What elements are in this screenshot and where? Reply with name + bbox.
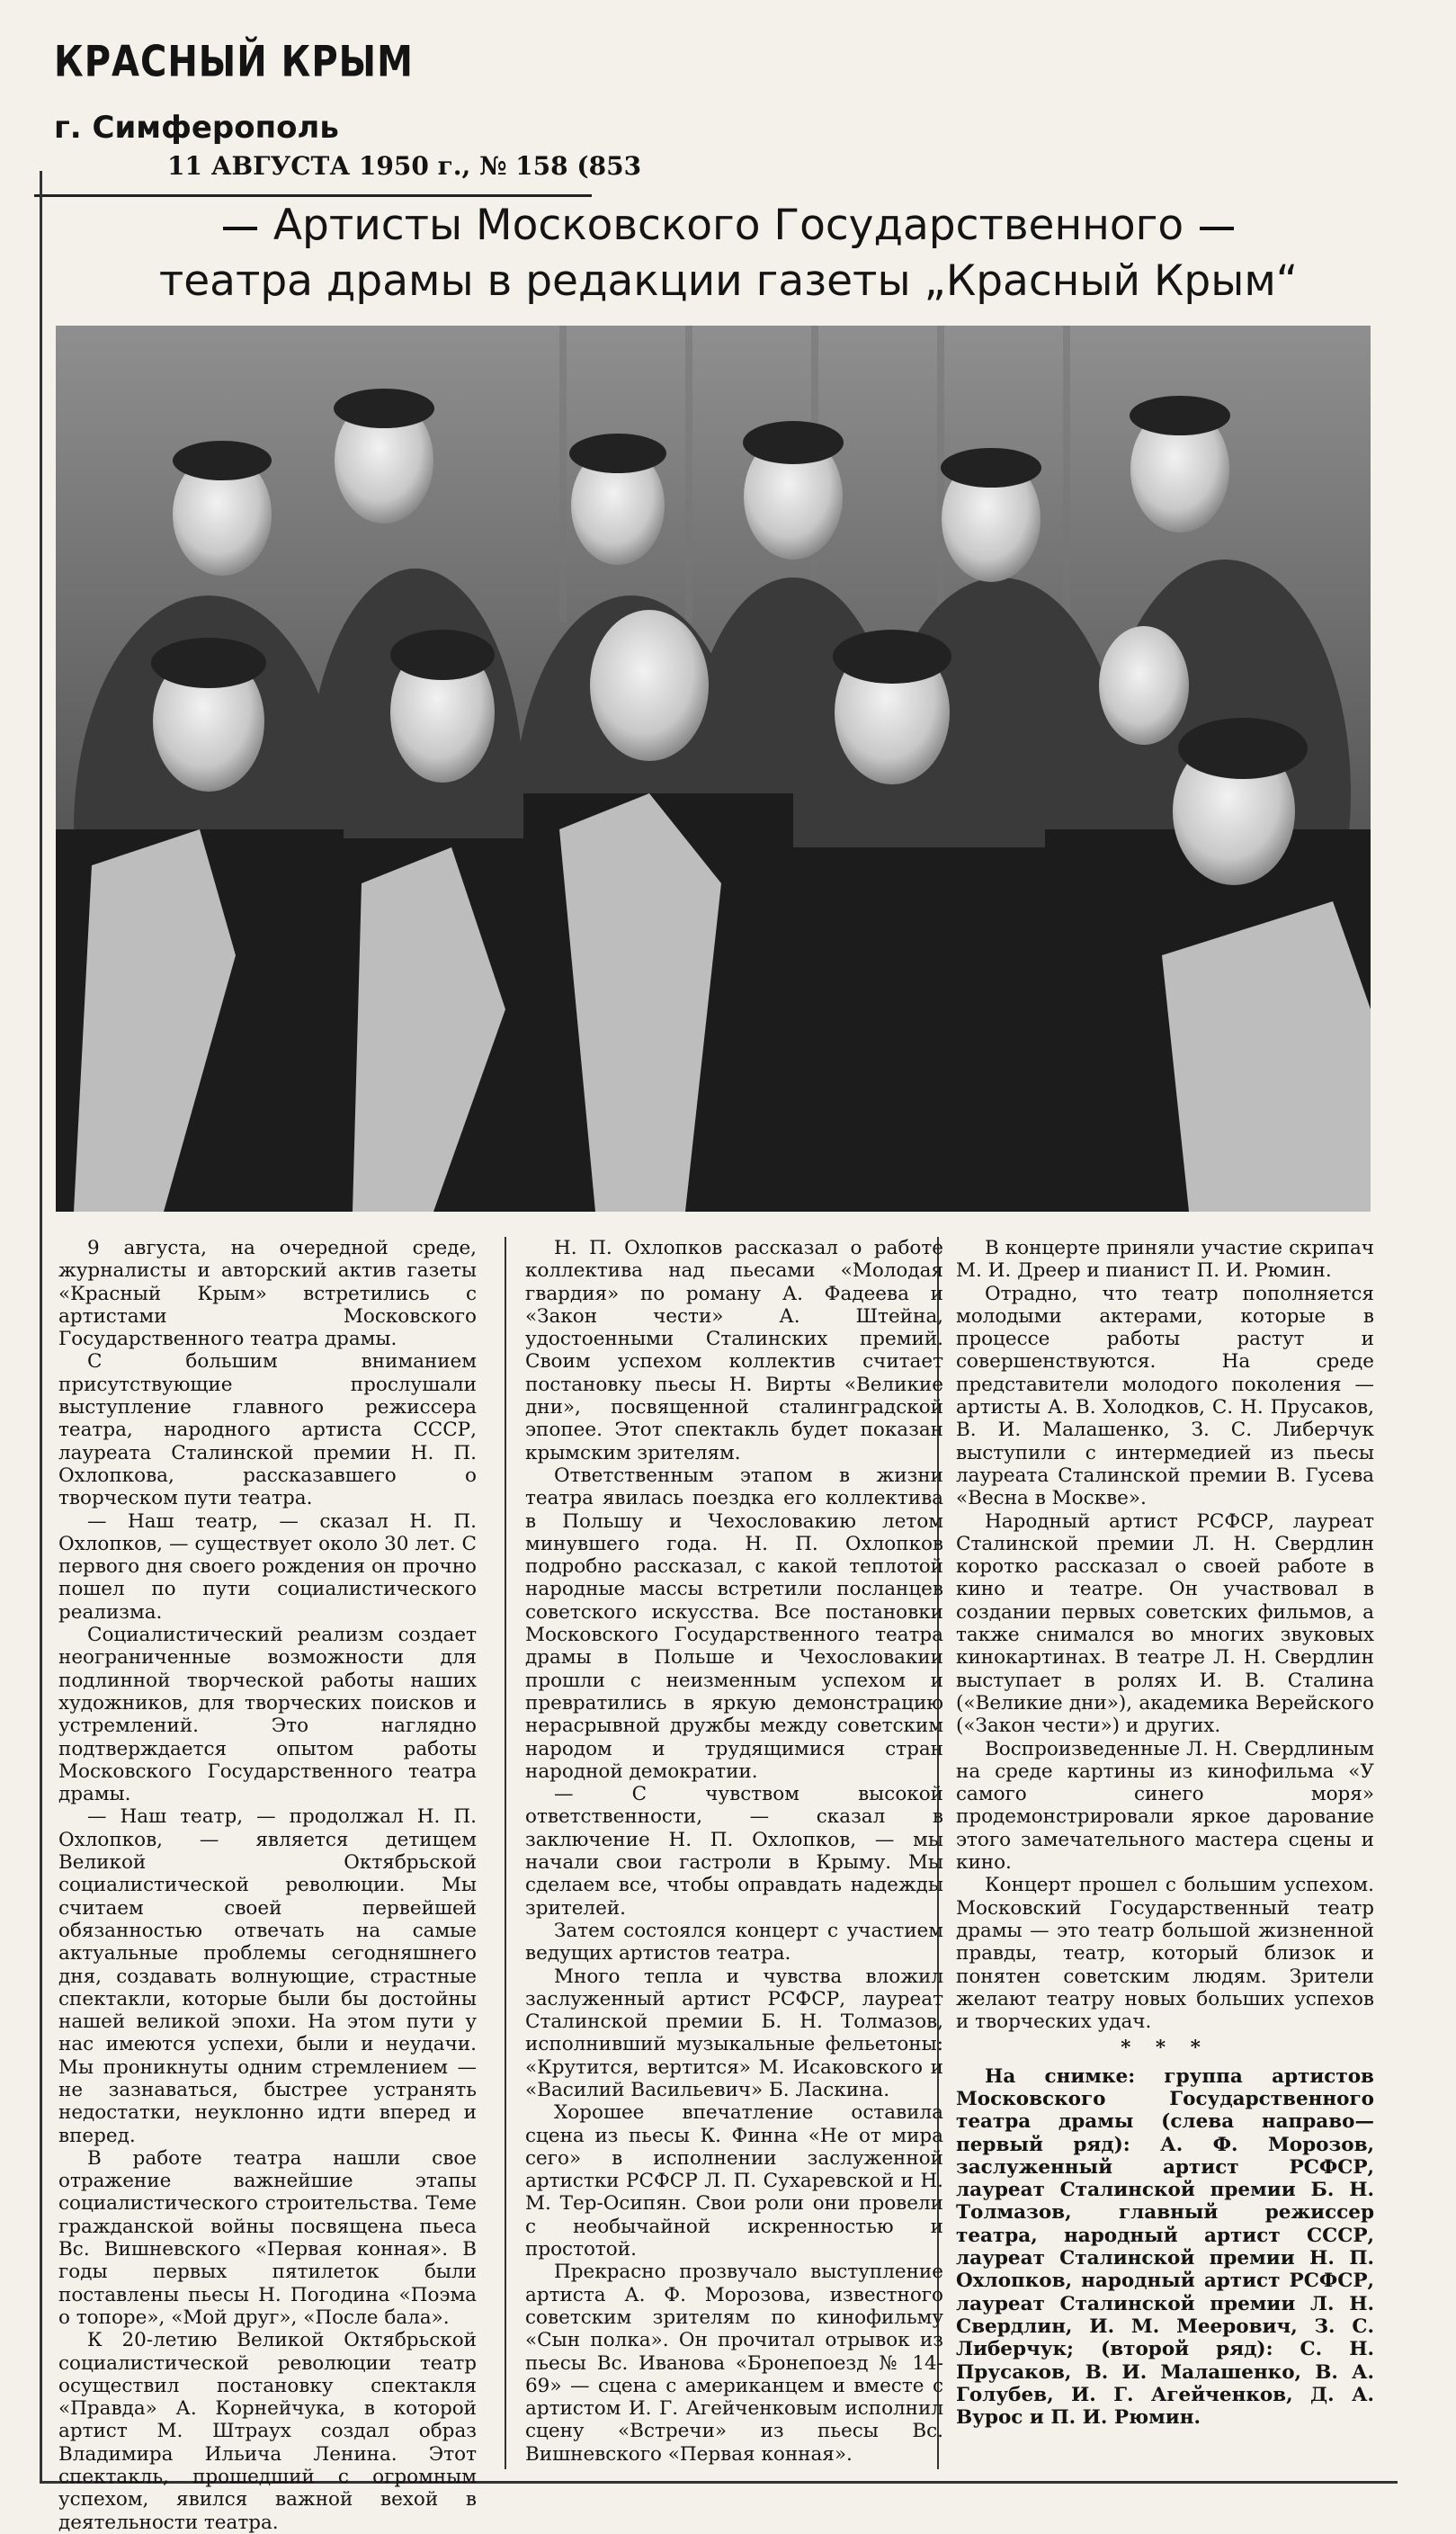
paragraph: Много тепла и чувства вложил заслуженный артист РСФСР, лауреат Сталинской премии Б. Н. Толмазов, исполнивший музыкальные фельетоны: «Крутится, вертится» М. Исаковского и «Василий Васильевич» Б. Ласкина. [525, 1965, 943, 2101]
photo-caption: На снимке: группа артистов Московского Государственного театра драмы (слева направо—первый ряд): А. Ф. Морозов, заслуженный артист РСФСР, лауреат Сталинской премии Б. Н. Толмазов, главный режиссер театра, народный артист СССР, лауреат Сталинской премии Н. П. Охлопков, народный артист РСФСР, лауреат Сталинской премии Л. Н. Свердлин, И. М. Меерович, З. С. Либерчук; (второй ряд): С. Н. Прусаков, В. И. Малашенко, В. А. Голубев, И. Г. Агейченков, Д. А. Вурос и П. И. Рюмин. [956, 2064, 1374, 2430]
article-headline [54, 198, 1403, 309]
paragraph: Отрадно, что театр пополняется молодыми актерами, которые в процессе работы растут и совершенствуются. На среде представители молодого поколения — артисты А. В. Холодков, С. Н. Прусаков, В. И. Малашенко, З. С. Либерчук выступили с интермедией из пьесы лауреата Сталинской премии В. Гусева «Весна в Москве». [956, 1282, 1374, 1510]
paragraph: В работе театра нашли свое отражение важнейшие этапы социалистического строительства. Теме гражданской войны посвящена пьеса Вс. Вишневского «Первая конная». В годы первых пятилеток были поставлены пьесы Н. Погодина «Поэма о топоре», «Мой друг», «После бала». [58, 2146, 477, 2329]
paragraph: Ответственным этапом в жизни театра явилась поездка его коллектива в Польшу и Чехословакию летом минувшего года. Н. П. Охлопков подробно рассказал, с какой теплотой народные массы встретили посланцев советского искусства. Все постановки Московского Государственного театра драмы в Польше и Чехословакии прошли с неизменным успехом и превратились в яркую демонстрацию нерасрывной дружбы между советским народом и трудящимися стран народной демократии. [525, 1464, 943, 1783]
section-separator: * * * [1121, 2037, 1210, 2060]
paragraph: Н. П. Охлопков рассказал о работе коллектива над пьесами «Молодая гвардия» по роману А. Фадеева и «Закон чести» А. Штейна, удостоенными Сталинских премий. Своим успехом коллектив считает постановку пьесы Н. Вирты «Великие дни», посвященной сталинградской эпопее. Этот спектакль будет показан крымским зрителям. [525, 1237, 943, 1464]
paragraph: К 20-летию Великой Октябрьской социалистической революции театр осуществил постановку спектакля «Правда» А. Корнейчука, в которой артист М. Штраух создал образ Владимира Ильича Ленина. Этот спектакль, прошедший с огромным успехом, явился важной вехой в деятельности театра. [58, 2329, 477, 2534]
article-column-3 [956, 1237, 1374, 2429]
headline-line-2: театра драмы в редакции газеты „Красный Крым“ [158, 256, 1299, 306]
paragraph: Народный артист РСФСР, лауреат Сталинской премии Л. Н. Свердлин коротко рассказал о своей работе в кино и театре. Он участвовал в создании первых советских фильмов, а также снимался во многих звуковых кинокартинах. В театре Л. Н. Свердлин выступает в ролях И. В. Сталина («Великие дни»), академика Верейского («Закон чести») и других. [956, 1509, 1374, 1738]
paragraph: — Наш театр, — сказал Н. П. Охлопков, — существует около 30 лет. С первого дня своего рождения он прочно пошел по пути социалистического реализма. [58, 1509, 477, 1624]
paragraph: 9 августа, на очередной среде, журналисты и авторский актив газеты «Красный Крым» встретились с артистами Московского Государственного театра драмы. [58, 1237, 477, 1351]
paragraph: Социалистический реализм создает неограниченные возможности для подлинной творческой работы наших художников, для творческих поисков и устремлений. Это наглядно подтверждается опытом работы Московского Государственного театра драмы. [58, 1624, 477, 1806]
group-photo-illustration [56, 326, 1371, 1212]
headline-line-1: Артисты Московского Государственного [272, 201, 1184, 250]
paragraph: Воспроизведенные Л. Н. Свердлиным на среде картины из кинофильма «У самого синего моря» продемонстрировали яркое дарование этого замечательного мастера сцены и кино. [956, 1737, 1374, 1875]
issue-date: 11 АВГУСТА 1950 г., № 158 (853 [167, 151, 642, 181]
masthead [34, 27, 642, 181]
paragraph: Концерт прошел с большим успехом. Московский Государственный театр драмы — это театр большой жизненной правды, театр, который близок и понятен советским людям. Зрители желают театру новых больших успехов и творческих удач. [956, 1874, 1374, 2034]
masthead-divider [34, 194, 592, 197]
newspaper-city: г. Симферополь [54, 110, 339, 146]
column-divider-1 [505, 1237, 506, 2469]
clipping-left-border [40, 171, 42, 2483]
paragraph: — Наш театр, — продолжал Н. П. Охлопков, — является детищем Великой Октябрьской социалистической революции. Мы считаем своей первейшей обязанностью отвечать на самые актуальные проблемы сегодняшнего дня, создавать волнующие, страстные спектакли, которые были бы достойны нашей великой эпохи. На этом пути у нас имеются успехи, были и неудачи. Мы проникнуты одним стремлением — не зазнаваться, быстрее устранять недостатки, неуклонно идти вперед и вперед. [58, 1805, 477, 2147]
article-column-2 [525, 1237, 943, 2466]
group-photo [56, 326, 1371, 1212]
paragraph: В концерте приняли участие скрипач М. И. Дреер и пианист П. И. Рюмин. [956, 1237, 1374, 1283]
article-column-1 [58, 1237, 477, 2534]
newspaper-title: КРАСНЫЙ КРЫМ [54, 38, 414, 87]
paragraph: Хорошее впечатление оставила сцена из пьесы К. Финна «Не от мира сего» в исполнении заслуженной артистки РСФСР Л. П. Сухаревской и Н. М. Тер-Осипян. Свои роли они провели с необычайной искренностью и простотой. [525, 2101, 943, 2261]
paragraph: — С чувством высокой ответственности, — сказал в заключение Н. П. Охлопков, — мы начали свои гастроли в Крыму. Мы сделаем все, чтобы оправдать надежды зрителей. [525, 1783, 943, 1920]
paragraph: Прекрасно прозвучало выступление артиста А. Ф. Морозова, известного советским зрителям по кинофильму «Сын полка». Он прочитал отрывок из пьесы Вс. Иванова «Бронепоезд № 14-69» — сцена с американцем и вместе с артистом И. Г. Агейченковым исполнил сцену «Встречи» из пьесы Вс. Вишневского «Первая конная». [525, 2261, 943, 2466]
paragraph: С большим вниманием присутствующие прослушали выступление главного режиссера театра, народного артиста СССР, лауреата Сталинской премии Н. П. Охлопкова, рассказавшего о творческом пути театра. [58, 1350, 477, 1510]
paragraph: Затем состоялся концерт с участием ведущих артистов театра. [525, 1919, 943, 1965]
